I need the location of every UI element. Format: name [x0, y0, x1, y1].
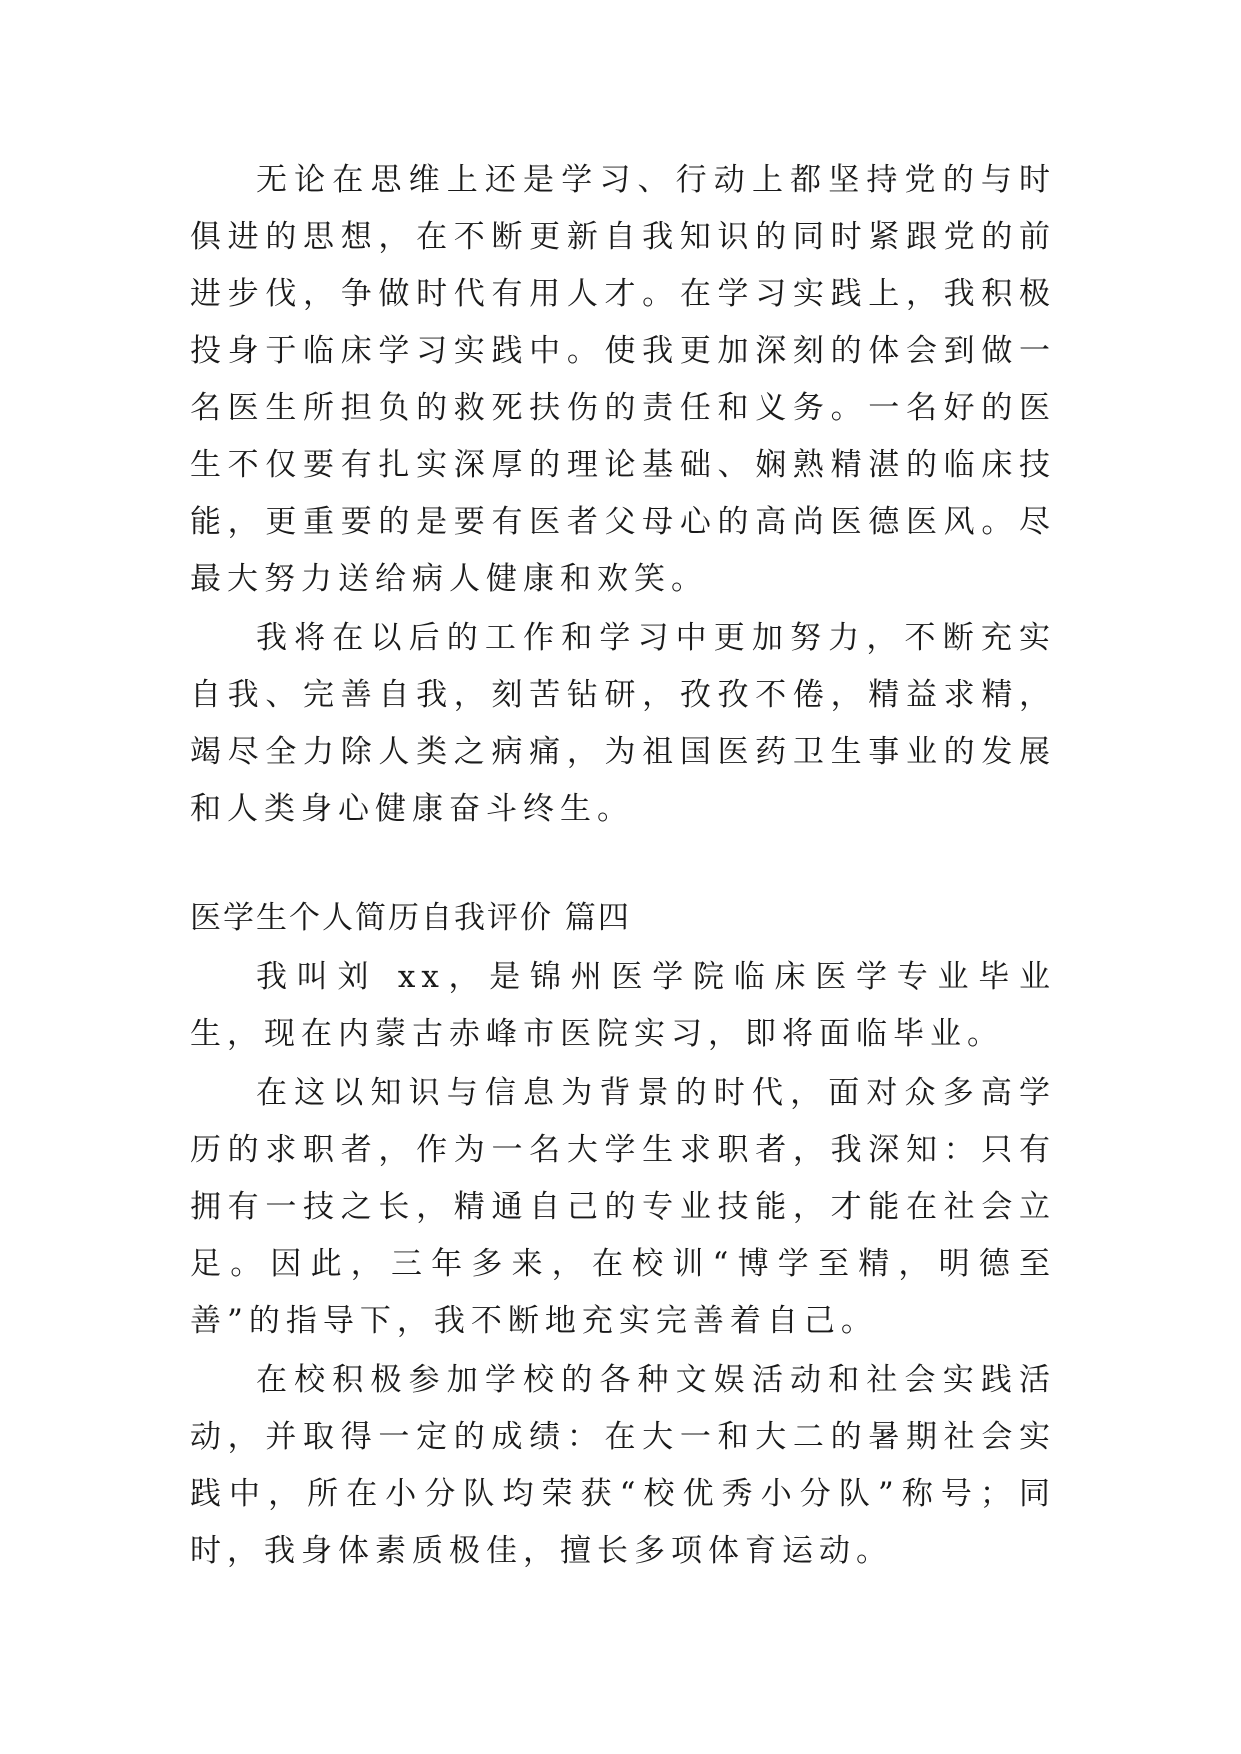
- document-body: [190, 152, 1056, 1582]
- paragraph: 我叫刘 xx，是锦州医学院临床医学专业毕业生，现在内蒙古赤峰市医院实习，即将面临毕业。: [190, 959, 1056, 1052]
- paragraph: 在这以知识与信息为背景的时代，面对众多高学历的求职者，作为一名大学生求职者，我深知：只有拥有一技之长，精通自己的专业技能，才能在社会立足。因此，三年多来，在校训“博学至精，明德至善”的指导下，我不断地充实完善着自己。: [190, 1075, 1056, 1339]
- paragraph: 无论在思维上还是学习、行动上都坚持党的与时俱进的思想，在不断更新自我知识的同时紧跟党的前进步伐，争做时代有用人才。在学习实践上，我积极投身于临床学习实践中。使我更加深刻的体会到做一名医生所担负的救死扶伤的责任和义务。一名好的医生不仅要有扎实深厚的理论基础、娴熟精湛的临床技能，更重要的是要有医者父母心的高尚医德医风。尽最大努力送给病人健康和欢笑。: [190, 162, 1056, 597]
- paragraph: 在校积极参加学校的各种文娱活动和社会实践活动，并取得一定的成绩：在大一和大二的暑期社会实践中，所在小分队均荣获“校优秀小分队”称号；同时，我身体素质极佳，擅长多项体育运动。: [190, 1362, 1056, 1569]
- section-four: [190, 890, 1056, 1580]
- section-heading: 医学生个人简历自我评价 篇四: [190, 900, 631, 936]
- paragraph: 我将在以后的工作和学习中更加努力，不断充实自我、完善自我，刻苦钻研，孜孜不倦，精益求精，竭尽全力除人类之病痛，为祖国医药卫生事业的发展和人类身心健康奋斗终生。: [190, 620, 1056, 827]
- section-one: [190, 152, 1056, 838]
